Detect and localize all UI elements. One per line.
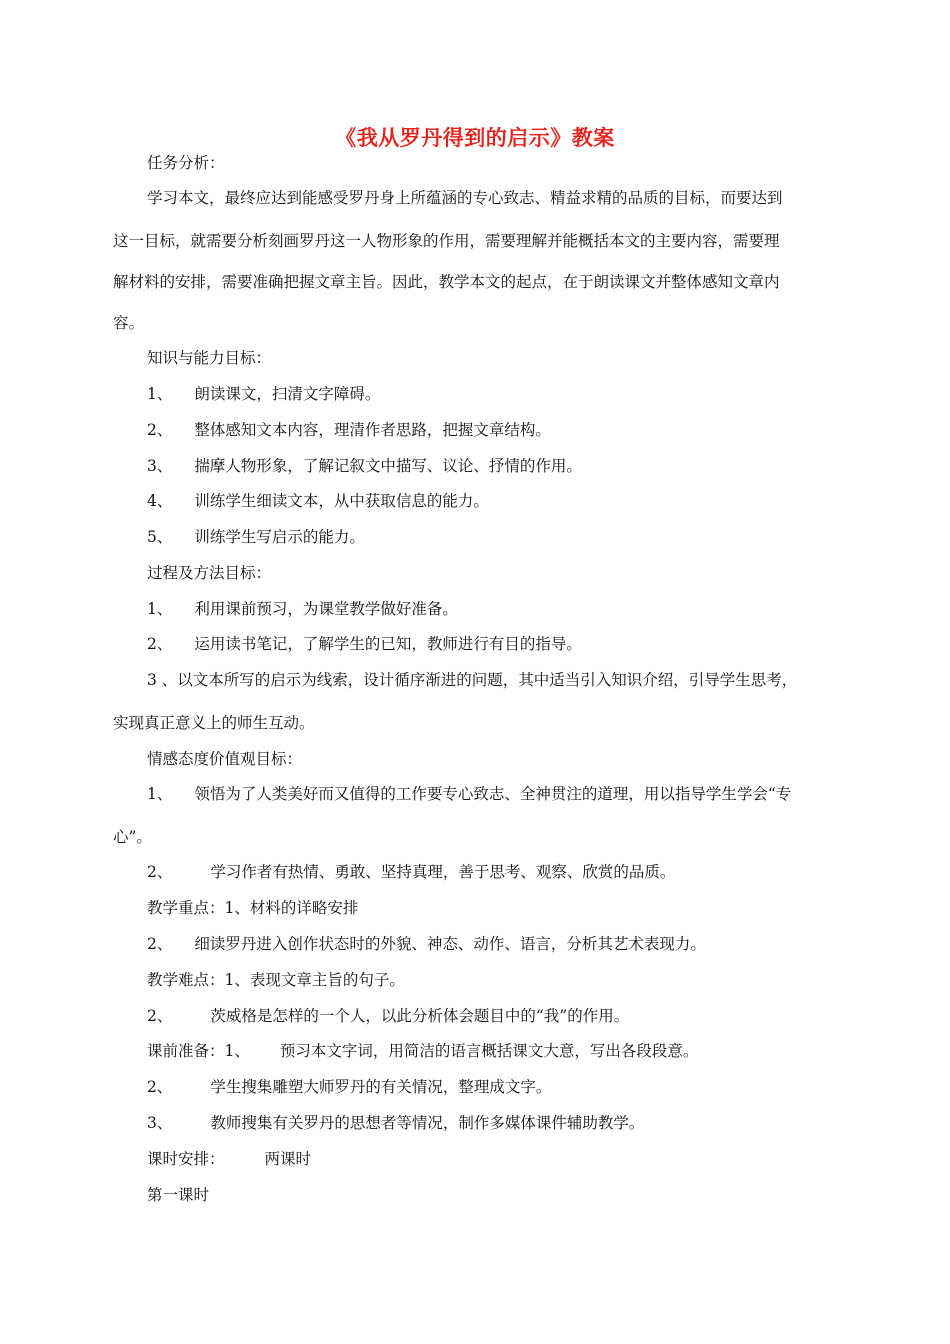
emotion-heading: 情感态度价值观目标： [147,750,303,768]
task-paragraph-line-3: 解材料的安排，需要准确把握文章主旨。因此，教学本文的起点，在于朗读课文并整体感知文章内 [113,273,780,291]
emotion-item-1-line-2: 心”。 [113,828,152,846]
list-number: 1、 [147,785,173,803]
list-number: 2、 [147,421,173,439]
list-text: 训练学生细读文本，从中获取信息的能力。 [194,492,489,510]
list-number: 2、 [147,1007,173,1025]
task-paragraph-line-2: 这一目标，就需要分析刻画罗丹这一人物形象的作用，需要理解并能概括本文的主要内容，需要理 [113,232,780,250]
task-heading: 任务分析： [147,154,225,172]
list-number: 3、 [147,457,173,475]
list-number: 4、 [147,492,173,510]
process-item-2 [147,634,582,654]
list-number: 2、 [147,863,173,881]
difficulty-label: 教学难点：1、表现文章主旨的句子。 [147,971,405,989]
list-text: 预习本文字词，用简洁的语言概括课文大意，写出各段段意。 [279,1042,699,1060]
emotion-item-1-line-1 [147,784,791,804]
list-number: 2、 [147,635,173,653]
list-text: 训练学生写启示的能力。 [194,528,365,546]
list-text: 运用读书笔记，了解学生的已知，教师进行有目的指导。 [194,635,582,653]
process-item-1 [147,599,458,619]
prep-item-2 [147,1077,551,1097]
process-item-3-line-2: 实现真正意义上的师生互动。 [113,714,315,732]
list-number: 2、 [147,1078,173,1096]
task-paragraph-line-1: 学习本文，最终应达到能感受罗丹身上所蕴涵的专心致志、精益求精的品质的目标，而要达到 [147,189,783,207]
list-text: 领悟为了人类美好而又值得的工作要专心致志、全神贯注的道理，用以指导学生学会“专 [194,785,792,803]
list-text: 整体感知文本内容，理清作者思路，把握文章结构。 [194,421,551,439]
task-paragraph-line-4: 容。 [113,314,145,332]
list-text: 学习作者有热情、勇敢、坚持真理，善于思考、观察、欣赏的品质。 [210,863,676,881]
prep-label: 课前准备：1、 [147,1042,250,1060]
first-lesson-heading: 第一课时 [147,1186,210,1204]
list-text: 教师搜集有关罗丹的思想者等情况，制作多媒体课件辅助教学。 [210,1114,645,1132]
list-number: 2、 [147,935,173,953]
process-item-3-line-1: 3 、以文本所写的启示为线索，设计循序渐进的问题，其中适当引入知识介绍，引导学生思考， [147,671,798,689]
knowledge-item-4 [147,491,489,511]
list-number: 3、 [147,1114,173,1132]
knowledge-item-1 [147,384,380,404]
process-heading: 过程及方法目标： [147,564,272,582]
list-text: 细读罗丹进入创作状态时的外貌、神态、动作、语言，分析其艺术表现力。 [194,935,706,953]
list-text: 茨威格是怎样的一个人，以此分析体会题目中的“我”的作用。 [210,1007,630,1025]
knowledge-heading: 知识与能力目标： [147,349,272,367]
key-points-label: 教学重点：1、材料的详略安排 [147,899,359,917]
difficulty-item-2 [147,1006,629,1026]
document-title: 《我从罗丹得到的启示》教案 [335,125,615,150]
list-number: 1、 [147,385,173,403]
knowledge-item-2 [147,420,551,440]
list-text: 利用课前预习，为课堂教学做好准备。 [194,600,458,618]
emotion-item-2 [147,862,675,882]
list-text: 揣摩人物形象，了解记叙文中描写、议论、抒情的作用。 [194,457,582,475]
key-points-item-2 [147,934,706,954]
schedule [147,1149,311,1169]
list-text: 朗读课文，扫清文字障碍。 [194,385,381,403]
knowledge-item-5 [147,527,365,547]
schedule-value: 两课时 [264,1150,312,1168]
knowledge-item-3 [147,456,582,476]
schedule-label: 课时安排： [147,1150,225,1168]
prep-item-1 [147,1041,698,1061]
list-number: 5、 [147,528,173,546]
list-text: 学生搜集雕塑大师罗丹的有关情况，整理成文字。 [210,1078,552,1096]
prep-item-3 [147,1113,644,1133]
list-number: 1、 [147,600,173,618]
